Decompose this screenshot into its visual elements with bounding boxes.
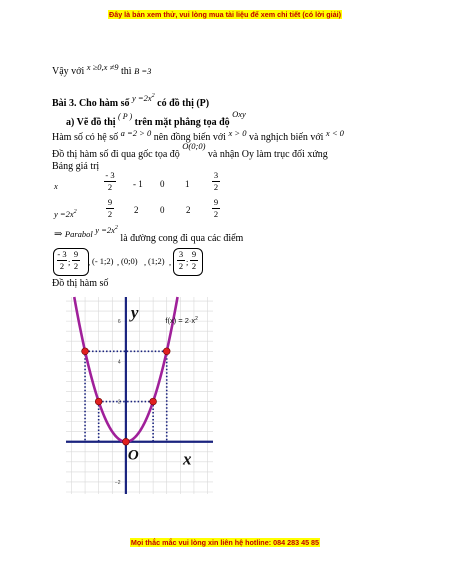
y-tick-label: 6 bbox=[117, 319, 121, 326]
table-x-cell: 3 2 bbox=[213, 170, 219, 192]
top-banner: Đây là bản xem thử, vui lòng mua tài liệu để xem chi tiết (có lời giải) bbox=[109, 10, 341, 19]
table-x-cell: 0 bbox=[160, 179, 165, 189]
y-tick-label: −2 bbox=[114, 479, 121, 486]
parabola-statement: ⇒ Parabol $^{y =2x^2}$ là đường cong đi qua các điểm bbox=[54, 224, 244, 244]
data-point bbox=[95, 398, 102, 405]
point-fraction: 3 2 bbox=[178, 249, 184, 271]
data-point bbox=[82, 348, 89, 355]
data-point bbox=[163, 348, 170, 355]
table-y-label: $y =2x^2$ bbox=[54, 208, 77, 219]
origin-label: O bbox=[127, 447, 139, 464]
table-caption: Bảng giá trị bbox=[52, 161, 100, 172]
y-axis-label: y bbox=[130, 303, 139, 322]
point-text: (- 1;2) bbox=[92, 256, 114, 266]
monotonic-text: Hàm số có hệ số $^{a =2 > 0}$ nên đồng biến với $^{x > 0}$ và nghịch biến với $^{x < 0}$ bbox=[52, 128, 344, 143]
table-y-cell: 9 2 bbox=[213, 197, 219, 219]
table-y-cell: 2 bbox=[134, 205, 139, 215]
y-tick-label: 4 bbox=[117, 359, 121, 366]
point-text: (0;0) bbox=[121, 256, 138, 266]
point-text: (1;2) bbox=[148, 256, 165, 266]
x-axis-label: x bbox=[183, 449, 192, 469]
exercise-title: Bài 3. Cho hàm số $^{y =2x^2}$ có đồ thị (P) bbox=[52, 92, 210, 109]
function-label-exponent: 2 bbox=[195, 316, 198, 323]
function-label: $f(x) = 2\cdot x^2$ bbox=[165, 316, 198, 326]
data-point bbox=[122, 438, 129, 445]
table-x-label: x bbox=[54, 181, 58, 191]
part-a-heading: a) Vẽ đồ thị $^{( P )}$ trên mặt phẳng tọa độ $^{Oxy}$ bbox=[66, 109, 246, 128]
y-tick-label: 2 bbox=[117, 399, 121, 406]
conclusion-line: Vậy với $^{x \ge 0,x \ne 9}$ thì B =3 bbox=[52, 62, 152, 77]
table-y-cell: 0 bbox=[160, 205, 165, 215]
table-x-cell: 1 bbox=[185, 179, 190, 189]
bottom-banner: Mọi thắc mắc vui lòng xin liên hệ hotline: 084 283 45 85 bbox=[130, 538, 320, 547]
point-fraction: - 3 2 bbox=[57, 249, 67, 271]
point-fraction: 9 2 bbox=[73, 249, 79, 271]
table-y-cell: 9 2 bbox=[107, 197, 113, 219]
graph-caption: Đồ thị hàm số bbox=[52, 278, 109, 289]
data-point bbox=[150, 398, 157, 405]
table-x-cell: - 3 2 bbox=[105, 170, 115, 192]
table-y-cell: 2 bbox=[186, 205, 191, 215]
symmetry-text: Đồ thị hàm số đi qua gốc tọa độ $^{O(0;0)}$ và nhận Oy làm trục đối xứng bbox=[52, 141, 328, 160]
point-fraction: 9 2 bbox=[191, 249, 197, 271]
table-x-cell: - 1 bbox=[133, 179, 143, 189]
